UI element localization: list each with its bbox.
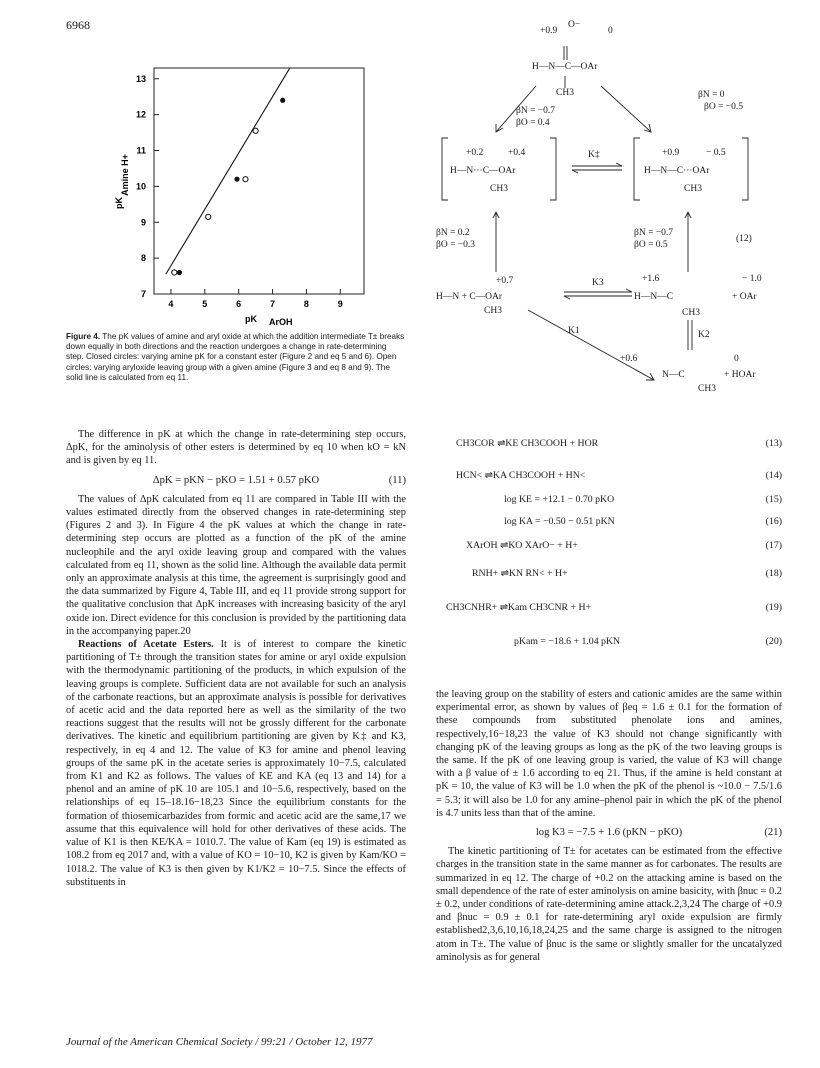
- closed-point: [234, 177, 239, 182]
- x-tick-label: 8: [303, 299, 309, 309]
- right-column: [436, 688, 782, 964]
- scheme-arrows: [436, 20, 782, 400]
- top-intermediate: H—N—C—OAr: [532, 62, 598, 72]
- figure-caption: [66, 332, 406, 383]
- ts-left-formula: H—N···C—OAr: [450, 166, 516, 176]
- fit-line: [166, 69, 290, 275]
- left-column: [66, 428, 406, 889]
- ts-left-charge-2: +0.4: [508, 148, 526, 158]
- last-ester: N—C: [662, 370, 685, 380]
- y-tick-label: 11: [136, 145, 146, 156]
- ts-right-charge-1: +0.9: [662, 148, 680, 158]
- paragraph-dpk-intro: The difference in pK at which the change in rate-determining step occurs, ΔpK, for the aminolysis of other esters is determined by eq 10 when kO = kN and is given by eq 11.: [66, 429, 406, 467]
- open-point: [206, 214, 211, 219]
- paragraph-leaving-group: the leaving group on the stability of esters and cationic amides are the same within experimental error, as shown by values of βeq = 1.6 ± 0.1 for the formation of these compounds from substituted phenolate ions and amines, respectively,16−18,23 the value of K3 should not change significantly with changing pK of the leaving groups as long as the pK of the two leaving groups is the same. If the pK of one leaving group is varied, the value of K3 will change with a β value of ± 1.6 according to eq 21. Thus, if the amine is held constant at pK = 10, the value of K3 will be 1.0 when the pK of the phenol is ~10.0 − 7.5/1.6 = 5.3; it will also be 1.0 for any amine–phenol pair in which the pK of the phenol is 4.7 units less than that of the amine.: [436, 689, 782, 819]
- bottom-left-reactants: H—N + C—OAr: [436, 292, 503, 302]
- x-axis-label: pK: [245, 314, 257, 324]
- k3-label: K3: [592, 278, 604, 288]
- y-axis-label: pK: [114, 197, 124, 209]
- ts-right-formula: H—N—C···OAr: [644, 166, 710, 176]
- journal-footer: Journal of the American Chemical Society / 99:21 / October 12, 1977: [66, 1036, 373, 1048]
- paragraph-acetate-esters-body: It is of interest to compare the kinetic partitioning of T± through the transition states for amine or aryl oxide expulsion with the thermodynamic partitioning of the products, in which expulsion of the leaving groups is complete. Sufficient data are not available for such an analysis of the carbonate reactions, but an approximate analysis is possible for derivatives of acetic acid and the data reported here as well as the similarity of the two reactions suggest that the results will not be grossly different for the carbonate derivatives. The kinetic and equilibrium partitioning are given by K‡ and K3, respectively, in eq 4 and 12. The value of K3 for amine and phenol leaving groups of the same pK in the acetate series is approximately 10−7.5, calculated from K1 and K2 as follows. The values of KE and KA (eq 13 and 14) for a phenol and an amine of pK 10 are 105.1 and 10−5.6, respectively, based on the relationships of eq 15–18.16−18,23 Since the equilibrium constants for the formation of thiosemicarbazides from formic and acetic acid are the same,17 we assume that this equivalence will hold for other derivatives of these acids. The value of K1 is then KE/KA = 1010.7. The value of Kam (eq 19) is estimated as 108.2 from eq 2017 and, with a value of KO = 10−10, K2 is given by Kam/KO = 1018.2. The value of K3 is then given by K1/K2 = 10−7.5. Since the effects of substituents in: [66, 639, 406, 888]
- beta-right-o: βO = −0.5: [704, 102, 744, 112]
- equation-11-body: ΔpK = pKN − pKO = 1.51 + 0.57 pKO: [152, 474, 320, 486]
- y-tick-label: 8: [140, 253, 146, 264]
- bottom-left-ch3: CH3: [484, 306, 502, 316]
- open-point: [253, 128, 258, 133]
- y-tick-label: 7: [140, 289, 146, 299]
- equation-11: [66, 474, 406, 487]
- mid-right-beta-n: βN = −0.7: [634, 228, 674, 238]
- x-axis-label-sub: ArOH: [269, 317, 293, 327]
- k1-label: K1: [568, 326, 580, 336]
- ts-left-ch3: CH3: [490, 184, 508, 194]
- closed-point: [177, 270, 182, 275]
- mid-right-beta-o: βO = 0.5: [634, 240, 668, 250]
- equation-19: CH3CNHR+ ⇌Kam CH3CNR + H+ (19): [446, 602, 782, 613]
- equation-12-number: (12): [736, 234, 752, 244]
- paragraph-kinetic-partitioning: The kinetic partitioning of T± for acetates can be estimated from the effective charges in the transition state in the same manner as for carbonates. The results are summarized in eq 12. The charge of +0.2 on the attacking amine is based on the small dependence of the rate of ester aminolysis on amine basicity, with βnuc = 0.2 ± 0.2, under conditions of rate-determining amine attack.2,3,24 The charge of +0.9 and βnuc = 0.9 ± 0.1 for rate-determining aryl oxide expulsion are firmly established2,3,6,10,16,18,24,25 and the same charge is assigned to the nitrogen atom in T±. The value of βnuc is the same or slightly smaller for the uncatalyzed aminolysis as for general: [436, 846, 782, 963]
- equation-21-number: (21): [764, 827, 782, 839]
- beta-left-o: βO = 0.4: [516, 118, 550, 128]
- bottom-right-amide: H—N—C: [634, 292, 674, 302]
- last-product: + HOAr: [724, 370, 756, 380]
- ts-right-charge-2: − 0.5: [706, 148, 726, 158]
- bottom-right-charge-2: − 1.0: [742, 274, 762, 284]
- x-tick-label: 6: [236, 299, 242, 309]
- ts-right-ch3: CH3: [684, 184, 702, 194]
- last-ch3: CH3: [698, 384, 716, 394]
- y-tick-label: 9: [140, 217, 146, 228]
- x-tick-label: 9: [337, 299, 343, 309]
- bottom-right-oar: + OAr: [732, 292, 757, 302]
- bottom-right-charge-1: +1.6: [642, 274, 660, 284]
- equation-21: [436, 826, 782, 839]
- bottom-right-ch3: CH3: [682, 308, 700, 318]
- page-number: 6968: [66, 18, 90, 32]
- y-axis-label-sub: Amine H+: [120, 154, 130, 196]
- closed-point: [280, 98, 285, 103]
- equation-21-body: log K3 = −7.5 + 1.6 (pKN − pKO): [535, 827, 683, 839]
- plot-frame: [154, 68, 364, 294]
- equation-18: RNH+ ⇌KN RN< + H+ (18): [472, 568, 782, 579]
- mid-left-beta-n: βN = 0.2: [436, 228, 470, 238]
- equations-13-20: [436, 410, 782, 670]
- mid-left-beta-o: βO = −0.3: [436, 240, 476, 250]
- open-point: [172, 270, 177, 275]
- ts-left-charge-1: +0.2: [466, 148, 484, 158]
- x-tick-label: 5: [202, 299, 208, 309]
- equation-14: HCN< ⇌KA CH3COOH + HN< (14): [456, 470, 782, 481]
- section-run-head: Reactions of Acetate Esters.: [78, 639, 214, 651]
- figure-4-chart: [108, 62, 388, 328]
- paragraph-acetate-esters: [66, 638, 406, 889]
- equation-15: log KE = +12.1 − 0.70 pKO (15): [504, 494, 782, 505]
- last-charge-2: 0: [734, 354, 739, 364]
- equation-13: CH3COR ⇌KE CH3COOH + HOR (13): [456, 438, 782, 449]
- figure-caption-label: Figure 4.: [66, 332, 101, 341]
- top-charge-c: 0: [608, 26, 613, 36]
- figure-caption-text: The pK values of amine and aryl oxide at which the addition intermediate T± breaks down equally in both directions and the reaction undergoes a change in rate-determining step. Closed circles: varying amine pK for a constant ester (Figure 2 and eq 5 and 6). Open circles: varying aryloxide leaving group with a given amine (Figure 3 and eq 8 and 9). The solid line is calculated from eq 11.: [66, 332, 405, 382]
- y-tick-label: 12: [135, 109, 146, 120]
- y-tick-label: 13: [135, 73, 146, 84]
- x-tick-label: 7: [270, 299, 276, 309]
- equation-11-number: (11): [388, 474, 406, 486]
- top-charge-o: O−: [568, 20, 581, 30]
- reaction-scheme-12: [436, 20, 782, 400]
- equation-16: log KA = −0.50 − 0.51 pKN (16): [504, 516, 782, 527]
- x-tick-label: 4: [168, 299, 174, 309]
- top-charge-n: +0.9: [540, 26, 558, 36]
- equation-20: pKam = −18.6 + 1.04 pKN (20): [514, 636, 782, 647]
- open-point: [243, 177, 248, 182]
- k2-label: K2: [698, 330, 710, 340]
- bottom-left-charge: +0.7: [496, 276, 514, 286]
- equation-17: XArOH ⇌KO XArO− + H+ (17): [466, 540, 782, 551]
- k-double-dagger: K‡: [588, 150, 600, 160]
- last-charge-1: +0.6: [620, 354, 638, 364]
- paragraph-dpk-comparison: The values of ΔpK calculated from eq 11 are compared in Table III with the values estimated directly from the observed changes in rate-determining step (Figures 2 and 3). In Figure 4 the pK values at which the change in rate-determining step occurs are plotted as a function of the pK of the amine nucleophile and the aryl oxide leaving group and compared with the values calculated from eq 11, shown as the solid line. Although the available data permit only an approximate analysis at this time, the agreement is surprisingly good and the data summarized by Figure 4, Table III, and eq 11 provide strong support for the qualitative conclusion that ΔpK increases with increasing basicity of the aryl oxide ion. Direct evidence for this conclusion is provided by the partitioning data in the accompanying paper.20: [66, 493, 406, 637]
- beta-right-n: βN = 0: [698, 90, 725, 100]
- top-ch3: CH3: [556, 88, 574, 98]
- beta-left-n: βN = −0.7: [516, 106, 556, 116]
- y-tick-label: 10: [135, 181, 146, 192]
